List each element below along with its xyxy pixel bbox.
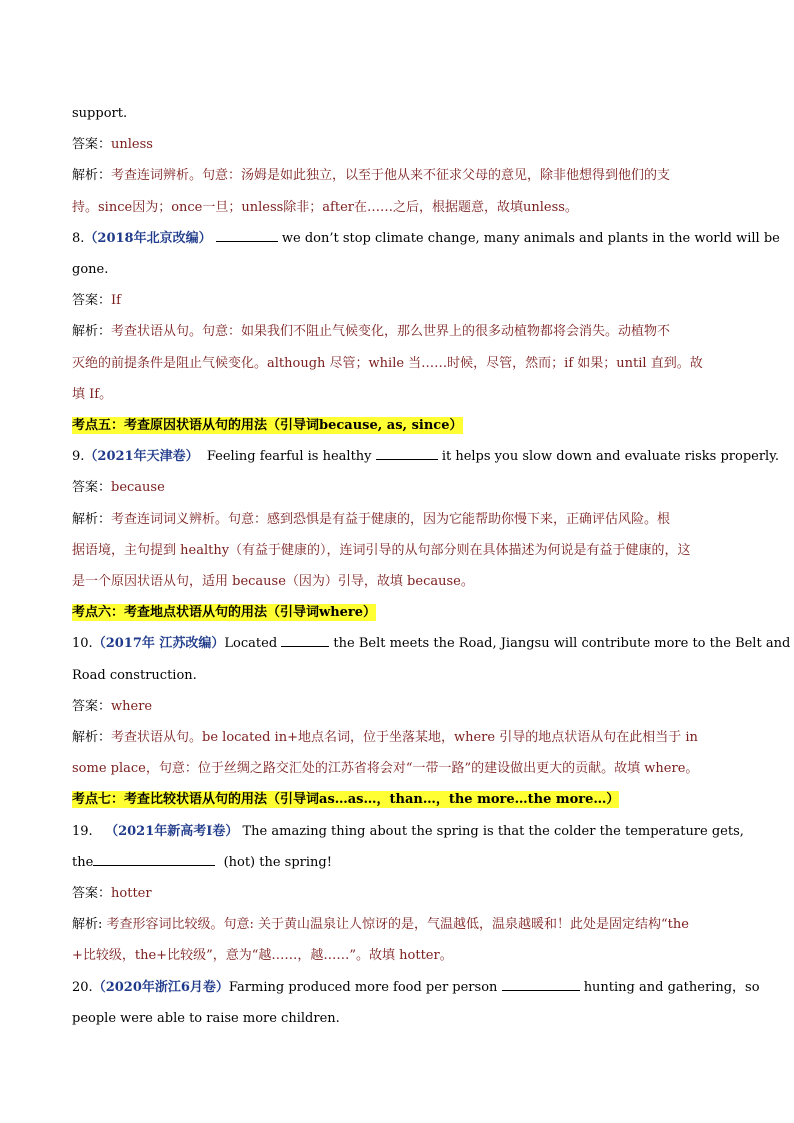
section-heading (72, 784, 722, 815)
answer-blank (216, 229, 278, 242)
explanation-text: some place，句意：位于丝绸之路交汇处的江苏省将会对“一带一路”的建设做出更大的贡献。故填 where。 (72, 761, 699, 777)
answer-line (72, 472, 722, 503)
question-text: support. (72, 106, 128, 121)
answer-blank (163, 853, 215, 866)
question-text: gone. (72, 262, 109, 278)
explanation-label: 解析: (72, 917, 107, 933)
question-text: we don’t stop climate change, many animals and plants in the world will be (281, 230, 780, 246)
section-heading-keywords: where） (319, 605, 377, 621)
section-heading-keywords: because, as, since） (319, 418, 463, 434)
text-line (72, 98, 722, 129)
answer-label: 答案： (72, 137, 112, 153)
section-heading (72, 410, 722, 441)
answer-blank (502, 978, 580, 991)
explanation-text: since因为；once一旦；unless除非；after在……之后，根据题意，故填unless。 (98, 199, 578, 215)
question-line (72, 628, 791, 659)
explanation-line (72, 192, 722, 223)
section-heading-title: 考点七：考查比较状语从句的用法（引导词 (72, 792, 320, 808)
answer-line (72, 285, 722, 316)
question-source: （2020年浙江6月卷） (92, 979, 229, 995)
question-text: Farming produced more food per person (228, 979, 498, 995)
answer-value: unless (111, 137, 153, 153)
question-number: 20. (72, 979, 93, 995)
explanation-text: 考查状语从句。句意：如果我们不阻止气候变化，那么世界上的很多动植物都将会消失。动植物不 (111, 324, 671, 340)
question-text: Feeling fearful is healthy (206, 449, 372, 465)
explanation-line (72, 160, 722, 191)
question-source: （2017年 江苏改编） (92, 636, 225, 652)
question-text: Road construction. (72, 667, 197, 683)
explanation-line (72, 566, 722, 597)
explanation-line (72, 535, 722, 566)
question-number: 19. (72, 823, 93, 839)
explanation-label: 解析： (72, 324, 112, 340)
question-number: 8. (72, 230, 85, 246)
explanation-text: 考查形容词比较级。句意: 关于黄山温泉让人惊讶的是，气温越低，温泉越暖和！此处是固定结构“the (106, 917, 689, 933)
answer-label: 答案： (72, 698, 112, 714)
question-text: hunting and gathering，so (583, 979, 760, 995)
explanation-line (72, 316, 722, 347)
question-line (72, 223, 780, 254)
explanation-text: 考查状语从句。be located in+地点名词，位于坐落某地，where 引导的地点状语从句在此相当于 in (111, 730, 698, 746)
answer-value: where (111, 698, 153, 714)
explanation-line (72, 909, 722, 940)
explanation-line (72, 348, 722, 379)
question-source: （2021年天津卷） (84, 449, 199, 465)
explanation-text: 灭绝的前提条件是阻止气候变化。although 尽管；while 当……时候，尽管，然而；if 如果；until 直到。故 (72, 355, 703, 371)
answer-value: If (111, 293, 121, 309)
section-heading-title: 考点五：考查原因状语从句的用法（引导词 (72, 418, 320, 434)
question-source: （2021年新高考I卷） (105, 823, 239, 839)
question-line (72, 254, 722, 285)
explanation-text: +比较级，the+比较级”，意为“越……，越……”。故填 hotter。 (72, 948, 453, 964)
answer-blank (281, 634, 329, 647)
explanation-label: 解析： (72, 511, 112, 527)
question-line (72, 1003, 722, 1034)
explanation-text: 考查连词辨析。句意：汤姆是如此独立，以至于他从来不征求父母的意见，除非他想得到他们的支 (111, 168, 671, 184)
document-page (72, 98, 791, 1034)
answer-value: hotter (111, 886, 152, 902)
question-line (72, 660, 722, 691)
answer-label: 答案： (72, 480, 112, 496)
answer-blank (93, 853, 163, 866)
answer-value: because (111, 480, 165, 496)
answer-label: 答案： (72, 886, 112, 902)
explanation-text: 持。 (72, 199, 99, 215)
question-line (72, 816, 744, 847)
explanation-text: 据语境，主句提到 healthy（有益于健康的），连词引导的从句部分则在具体描述为何说是有益于健康的，这 (72, 542, 691, 558)
section-heading (72, 597, 722, 628)
question-text: The amazing thing about the spring is that the colder the temperature gets, (242, 823, 744, 839)
explanation-line (72, 722, 722, 753)
explanation-text: 填 If。 (72, 386, 113, 402)
explanation-text: 考查连词词义辨析。句意：感到恐惧是有益于健康的，因为它能帮助你慢下来，正确评估风险。根 (111, 511, 671, 527)
section-heading-keywords: as…as…，than…，the more…the more…） (319, 792, 620, 808)
answer-line (72, 878, 722, 909)
question-line (72, 847, 722, 878)
answer-line (72, 691, 722, 722)
question-text: Located (224, 636, 278, 652)
question-source: （2018年北京改编） (84, 230, 212, 246)
section-heading-title: 考点六：考查地点状语从句的用法（引导词 (72, 605, 320, 621)
explanation-label: 解析： (72, 168, 112, 184)
answer-line (72, 129, 722, 160)
answer-blank (376, 447, 438, 460)
explanation-line (72, 940, 722, 971)
question-line (72, 441, 779, 472)
explanation-text: 是一个原因状语从句，适用 because（因为）引导，故填 because。 (72, 574, 474, 590)
question-text: the Belt meets the Road, Jiangsu will contribute more to the Belt and (333, 636, 791, 652)
question-line (72, 972, 760, 1003)
question-number: 10. (72, 636, 93, 652)
question-text: it helps you slow down and evaluate risks properly. (441, 449, 779, 465)
question-text: (hot) the spring! (223, 854, 332, 870)
explanation-line (72, 504, 722, 535)
explanation-line (72, 379, 722, 410)
question-number: 9. (72, 449, 85, 465)
question-text: people were able to raise more children. (72, 1010, 340, 1026)
explanation-line (72, 753, 722, 784)
question-text: the (72, 854, 94, 870)
explanation-label: 解析： (72, 730, 112, 746)
answer-label: 答案： (72, 293, 112, 309)
